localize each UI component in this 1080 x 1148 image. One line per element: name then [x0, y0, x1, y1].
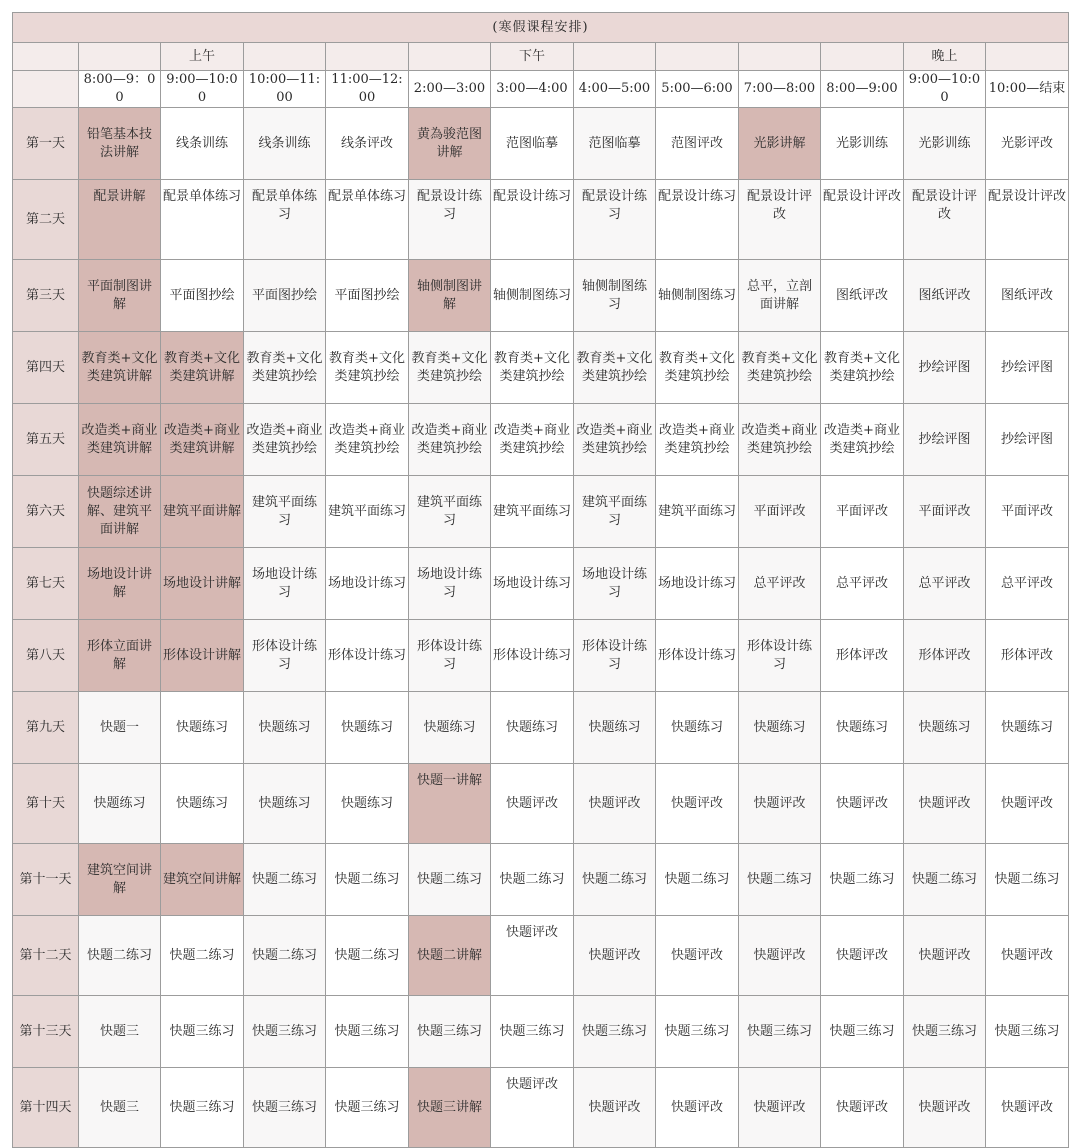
table-title: (寒假课程安排) [13, 13, 1069, 43]
lecture-cell: 形体设计讲解 [161, 620, 244, 692]
schedule-cell: 配景单体练习 [326, 180, 409, 260]
schedule-cell: 形体设计练习 [656, 620, 739, 692]
schedule-cell: 快题二练习 [821, 844, 904, 916]
schedule-cell: 形体评改 [904, 620, 986, 692]
schedule-cell: 轴侧制图练习 [574, 260, 656, 332]
period-spacer [79, 43, 161, 71]
table-row [13, 180, 1069, 260]
schedule-cell: 快题评改 [821, 1068, 904, 1148]
schedule-cell: 快题三练习 [491, 996, 574, 1068]
schedule-cell: 场地设计练习 [409, 548, 491, 620]
day-label: 第三天 [13, 260, 79, 332]
schedule-cell: 快题三练习 [656, 996, 739, 1068]
schedule-cell: 快题三练习 [821, 996, 904, 1068]
schedule-cell: 教育类+文化类建筑抄绘 [244, 332, 326, 404]
schedule-cell: 轴侧制图练习 [656, 260, 739, 332]
schedule-cell: 建筑平面练习 [491, 476, 574, 548]
schedule-cell: 抄绘评图 [904, 332, 986, 404]
period-header-row [13, 43, 1069, 71]
schedule-cell: 改造类+商业类建筑抄绘 [574, 404, 656, 476]
schedule-cell: 光影训练 [821, 108, 904, 180]
lecture-cell: 场地设计讲解 [79, 548, 161, 620]
table-row [13, 332, 1069, 404]
schedule-cell: 场地设计练习 [326, 548, 409, 620]
schedule-cell: 改造类+商业类建筑抄绘 [821, 404, 904, 476]
schedule-cell: 快题评改 [739, 916, 821, 996]
schedule-cell: 快题练习 [986, 692, 1069, 764]
lecture-cell: 快题三讲解 [409, 1068, 491, 1148]
schedule-cell: 快题二练习 [574, 844, 656, 916]
schedule-cell: 平面评改 [821, 476, 904, 548]
schedule-cell: 改造类+商业类建筑抄绘 [656, 404, 739, 476]
schedule-cell: 快题三 [79, 1068, 161, 1148]
schedule-cell: 快题一 [79, 692, 161, 764]
schedule-cell: 教育类+文化类建筑抄绘 [574, 332, 656, 404]
schedule-cell: 教育类+文化类建筑抄绘 [409, 332, 491, 404]
schedule-cell: 快题练习 [161, 764, 244, 844]
schedule-cell: 图纸评改 [904, 260, 986, 332]
schedule-cell: 快题练习 [244, 692, 326, 764]
schedule-cell: 形体设计练习 [574, 620, 656, 692]
table-row [13, 1068, 1069, 1148]
table-row [13, 476, 1069, 548]
schedule-cell: 快题练习 [79, 764, 161, 844]
schedule-cell: 快题三练习 [409, 996, 491, 1068]
day-label: 第七天 [13, 548, 79, 620]
schedule-cell: 快题评改 [739, 764, 821, 844]
time-slot-header: 9:00—10:00 [161, 71, 244, 108]
lecture-cell: 快题综述讲解、建筑平面讲解 [79, 476, 161, 548]
schedule-cell: 场地设计练习 [574, 548, 656, 620]
schedule-cell: 形体设计练习 [739, 620, 821, 692]
schedule-cell: 快题评改 [574, 1068, 656, 1148]
schedule-cell: 快题二练习 [244, 916, 326, 996]
lecture-cell: 改造类+商业类建筑讲解 [79, 404, 161, 476]
schedule-cell: 快题练习 [904, 692, 986, 764]
day-label: 第十三天 [13, 996, 79, 1068]
schedule-cell: 改造类+商业类建筑抄绘 [409, 404, 491, 476]
schedule-cell: 抄绘评图 [986, 404, 1069, 476]
schedule-cell: 线条评改 [326, 108, 409, 180]
schedule-cell: 图纸评改 [986, 260, 1069, 332]
schedule-cell: 建筑平面练习 [244, 476, 326, 548]
lecture-cell: 建筑平面讲解 [161, 476, 244, 548]
schedule-cell: 配景单体练习 [161, 180, 244, 260]
schedule-cell: 快题二练习 [79, 916, 161, 996]
schedule-cell: 快题二练习 [409, 844, 491, 916]
period-spacer [244, 43, 326, 71]
schedule-cell: 快题三练习 [326, 996, 409, 1068]
time-slot-header: 10:00—11:00 [244, 71, 326, 108]
corner-cell [13, 43, 79, 71]
lecture-cell: 平面制图讲解 [79, 260, 161, 332]
schedule-cell: 快题评改 [491, 1068, 574, 1148]
schedule-cell: 配景设计评改 [821, 180, 904, 260]
time-slot-row [13, 71, 1069, 108]
period-spacer [574, 43, 656, 71]
schedule-cell: 快题练习 [244, 764, 326, 844]
schedule-cell: 总平评改 [986, 548, 1069, 620]
schedule-cell: 快题练习 [409, 692, 491, 764]
time-slot-header: 5:00—6:00 [656, 71, 739, 108]
schedule-cell: 快题二练习 [326, 916, 409, 996]
schedule-cell: 快题三练习 [739, 996, 821, 1068]
table-row [13, 620, 1069, 692]
day-label: 第一天 [13, 108, 79, 180]
schedule-cell: 快题评改 [656, 916, 739, 996]
schedule-cell: 配景设计评改 [986, 180, 1069, 260]
lecture-cell: 教育类+文化类建筑讲解 [161, 332, 244, 404]
schedule-cell: 抄绘评图 [904, 404, 986, 476]
schedule-cell: 平面图抄绘 [161, 260, 244, 332]
schedule-cell: 配景设计练习 [491, 180, 574, 260]
day-label: 第十天 [13, 764, 79, 844]
schedule-cell: 快题练习 [739, 692, 821, 764]
schedule-cell: 改造类+商业类建筑抄绘 [244, 404, 326, 476]
schedule-table [12, 12, 1069, 1148]
schedule-cell: 快题二练习 [326, 844, 409, 916]
schedule-cell: 形体设计练习 [409, 620, 491, 692]
lecture-cell: 教育类+文化类建筑讲解 [79, 332, 161, 404]
day-label: 第八天 [13, 620, 79, 692]
schedule-cell: 平面评改 [986, 476, 1069, 548]
schedule-cell: 快题三练习 [574, 996, 656, 1068]
lecture-cell: 建筑空间讲解 [79, 844, 161, 916]
period-spacer [821, 43, 904, 71]
schedule-cell: 教育类+文化类建筑抄绘 [656, 332, 739, 404]
schedule-cell: 快题练习 [656, 692, 739, 764]
schedule-cell: 平面图抄绘 [326, 260, 409, 332]
day-label: 第二天 [13, 180, 79, 260]
schedule-cell: 配景设计评改 [739, 180, 821, 260]
schedule-cell: 改造类+商业类建筑抄绘 [491, 404, 574, 476]
day-label: 第四天 [13, 332, 79, 404]
schedule-cell: 快题三练习 [244, 996, 326, 1068]
schedule-cell: 快题评改 [904, 1068, 986, 1148]
corner-cell [13, 71, 79, 108]
schedule-cell: 配景设计评改 [904, 180, 986, 260]
schedule-cell: 快题评改 [656, 1068, 739, 1148]
schedule-cell: 快题练习 [491, 692, 574, 764]
schedule-cell: 总平评改 [821, 548, 904, 620]
lecture-cell: 快题一讲解 [409, 764, 491, 844]
table-row [13, 108, 1069, 180]
table-row [13, 548, 1069, 620]
schedule-cell: 线条训练 [244, 108, 326, 180]
table-row [13, 404, 1069, 476]
time-slot-header: 7:00—8:00 [739, 71, 821, 108]
schedule-cell: 形体设计练习 [326, 620, 409, 692]
schedule-cell: 教育类+文化类建筑抄绘 [739, 332, 821, 404]
time-slot-header: 3:00—4:00 [491, 71, 574, 108]
schedule-cell: 配景设计练习 [656, 180, 739, 260]
schedule-cell: 范图评改 [656, 108, 739, 180]
period-spacer [986, 43, 1069, 71]
time-slot-header: 2:00—3:00 [409, 71, 491, 108]
schedule-cell: 建筑平面练习 [409, 476, 491, 548]
schedule-cell: 平面评改 [739, 476, 821, 548]
schedule-cell: 快题评改 [574, 764, 656, 844]
schedule-container [12, 12, 1068, 1148]
schedule-cell: 快题评改 [821, 764, 904, 844]
schedule-cell: 快题二练习 [986, 844, 1069, 916]
table-row [13, 996, 1069, 1068]
day-label: 第五天 [13, 404, 79, 476]
schedule-cell: 快题评改 [986, 764, 1069, 844]
period-afternoon: 下午 [491, 43, 574, 71]
schedule-cell: 形体设计练习 [244, 620, 326, 692]
table-row [13, 916, 1069, 996]
schedule-cell: 快题评改 [491, 764, 574, 844]
schedule-cell: 快题三练习 [161, 996, 244, 1068]
schedule-cell: 教育类+文化类建筑抄绘 [821, 332, 904, 404]
schedule-cell: 建筑平面练习 [656, 476, 739, 548]
schedule-cell: 快题练习 [574, 692, 656, 764]
schedule-cell: 快题练习 [161, 692, 244, 764]
schedule-cell: 范图临摹 [574, 108, 656, 180]
time-slot-header: 4:00—5:00 [574, 71, 656, 108]
table-row [13, 260, 1069, 332]
schedule-cell: 快题二练习 [491, 844, 574, 916]
schedule-cell: 快题三练习 [904, 996, 986, 1068]
time-slot-header: 8:00—9:00 [821, 71, 904, 108]
period-spacer [656, 43, 739, 71]
schedule-cell: 总平，立剖面讲解 [739, 260, 821, 332]
schedule-cell: 快题练习 [326, 764, 409, 844]
schedule-cell: 快题三练习 [161, 1068, 244, 1148]
schedule-cell: 快题二练习 [656, 844, 739, 916]
schedule-cell: 线条训练 [161, 108, 244, 180]
period-spacer [739, 43, 821, 71]
period-morning: 上午 [161, 43, 244, 71]
schedule-cell: 总平评改 [739, 548, 821, 620]
schedule-cell: 快题二练习 [739, 844, 821, 916]
lecture-cell: 铅笔基本技法讲解 [79, 108, 161, 180]
schedule-cell: 快题练习 [326, 692, 409, 764]
lecture-cell: 改造类+商业类建筑讲解 [161, 404, 244, 476]
schedule-cell: 平面图抄绘 [244, 260, 326, 332]
schedule-cell: 建筑平面练习 [326, 476, 409, 548]
schedule-cell: 场地设计练习 [491, 548, 574, 620]
period-evening: 晚上 [904, 43, 986, 71]
lecture-cell: 配景讲解 [79, 180, 161, 260]
time-slot-header: 8:00—9：00 [79, 71, 161, 108]
schedule-cell: 快题练习 [821, 692, 904, 764]
schedule-cell: 快题评改 [904, 764, 986, 844]
lecture-cell: 快题二讲解 [409, 916, 491, 996]
schedule-cell: 形体评改 [986, 620, 1069, 692]
schedule-cell: 快题二练习 [161, 916, 244, 996]
schedule-cell: 教育类+文化类建筑抄绘 [326, 332, 409, 404]
schedule-cell: 范图临摹 [491, 108, 574, 180]
schedule-cell: 形体评改 [821, 620, 904, 692]
schedule-cell: 教育类+文化类建筑抄绘 [491, 332, 574, 404]
schedule-cell: 快题评改 [491, 916, 574, 996]
schedule-cell: 光影训练 [904, 108, 986, 180]
schedule-cell: 建筑平面练习 [574, 476, 656, 548]
day-label: 第十一天 [13, 844, 79, 916]
schedule-cell: 形体设计练习 [491, 620, 574, 692]
schedule-cell: 配景单体练习 [244, 180, 326, 260]
schedule-cell: 图纸评改 [821, 260, 904, 332]
day-label: 第六天 [13, 476, 79, 548]
schedule-cell: 场地设计练习 [656, 548, 739, 620]
lecture-cell: 建筑空间讲解 [161, 844, 244, 916]
table-row [13, 764, 1069, 844]
schedule-cell: 快题二练习 [244, 844, 326, 916]
table-row [13, 844, 1069, 916]
time-slot-header: 11:00—12:00 [326, 71, 409, 108]
schedule-cell: 快题评改 [574, 916, 656, 996]
schedule-cell: 快题评改 [904, 916, 986, 996]
day-label: 第十四天 [13, 1068, 79, 1148]
day-label: 第十二天 [13, 916, 79, 996]
schedule-cell: 快题评改 [986, 916, 1069, 996]
schedule-cell: 改造类+商业类建筑抄绘 [326, 404, 409, 476]
lecture-cell: 形体立面讲解 [79, 620, 161, 692]
schedule-cell: 快题三练习 [244, 1068, 326, 1148]
schedule-cell: 快题评改 [986, 1068, 1069, 1148]
table-row [13, 692, 1069, 764]
schedule-cell: 快题三练习 [986, 996, 1069, 1068]
day-label: 第九天 [13, 692, 79, 764]
schedule-cell: 平面评改 [904, 476, 986, 548]
schedule-cell: 场地设计练习 [244, 548, 326, 620]
schedule-cell: 快题评改 [656, 764, 739, 844]
schedule-cell: 配景设计练习 [574, 180, 656, 260]
schedule-cell: 总平评改 [904, 548, 986, 620]
schedule-cell: 改造类+商业类建筑抄绘 [739, 404, 821, 476]
schedule-cell: 快题评改 [821, 916, 904, 996]
lecture-cell: 黄為骏范图讲解 [409, 108, 491, 180]
lecture-cell: 光影讲解 [739, 108, 821, 180]
schedule-cell: 轴侧制图练习 [491, 260, 574, 332]
schedule-cell: 快题三 [79, 996, 161, 1068]
schedule-body [13, 13, 1069, 1148]
schedule-cell: 快题二练习 [904, 844, 986, 916]
period-spacer [409, 43, 491, 71]
time-slot-header: 9:00—10:00 [904, 71, 986, 108]
schedule-cell: 快题三练习 [326, 1068, 409, 1148]
lecture-cell: 场地设计讲解 [161, 548, 244, 620]
schedule-cell: 快题评改 [739, 1068, 821, 1148]
period-spacer [326, 43, 409, 71]
schedule-cell: 抄绘评图 [986, 332, 1069, 404]
schedule-cell: 配景设计练习 [409, 180, 491, 260]
time-slot-header: 10:00—结束 [986, 71, 1069, 108]
lecture-cell: 轴侧制图讲解 [409, 260, 491, 332]
schedule-cell: 光影评改 [986, 108, 1069, 180]
